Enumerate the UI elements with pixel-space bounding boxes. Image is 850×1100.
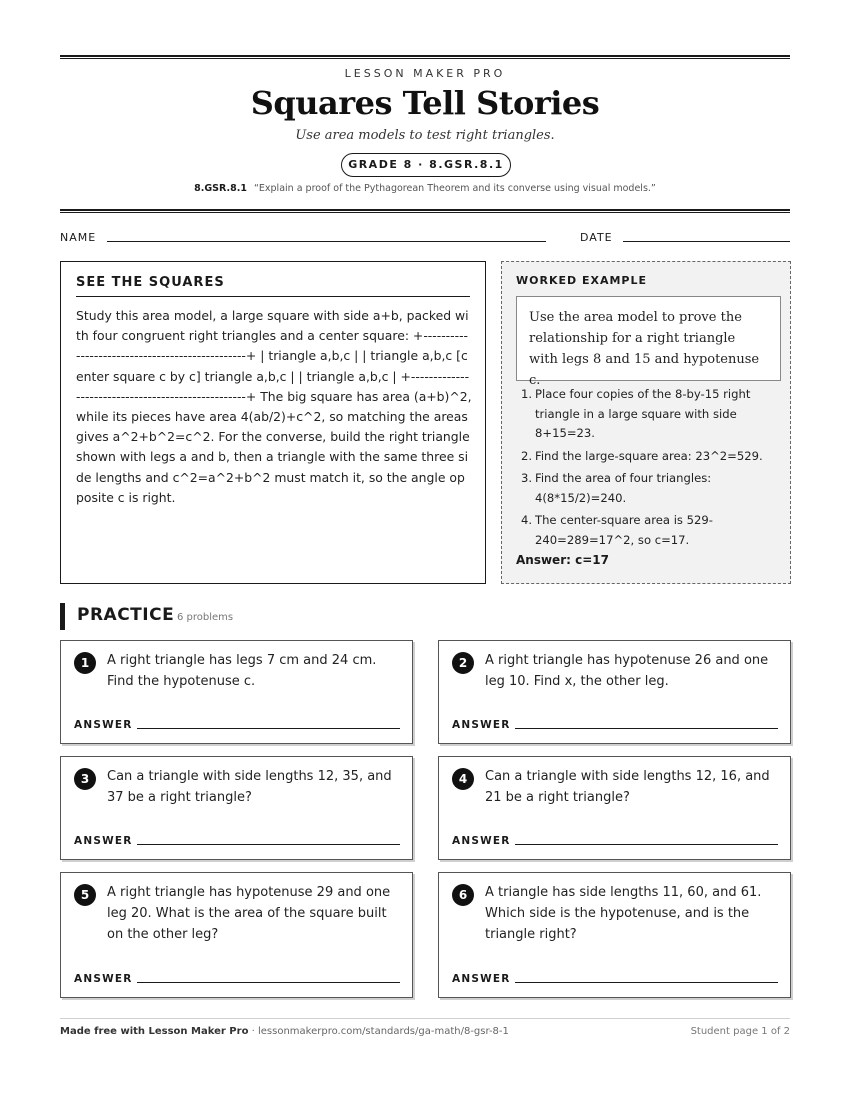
problem-card xyxy=(438,872,791,998)
problem-text: A right triangle has hypotenuse 26 and one leg 10. Find x, the other leg. xyxy=(485,653,769,689)
date-label: DATE xyxy=(580,231,613,244)
answer-field[interactable] xyxy=(137,982,400,983)
worked-example-prompt: Use the area model to prove the relationship for a right triangle with legs 8 and 15 and hypotenuse c. xyxy=(516,296,781,381)
answer-label: ANSWER xyxy=(452,719,511,731)
problem-number-badge: 4 xyxy=(452,768,474,790)
name-label: NAME xyxy=(60,231,97,244)
page-title: Squares Tell Stories xyxy=(250,84,600,122)
problem-number-badge: 6 xyxy=(452,884,474,906)
worked-example-panel xyxy=(501,261,791,584)
date-field[interactable] xyxy=(623,241,790,242)
standard-line xyxy=(60,183,790,194)
standard-code: 8.GSR.8.1 xyxy=(194,183,247,194)
problem-text: Can a triangle with side lengths 12, 35, and 37 be a right triangle? xyxy=(107,769,392,805)
practice-count: 6 problems xyxy=(177,612,234,623)
footer-rule xyxy=(60,1018,790,1019)
see-the-squares-body: Study this area model, a large square with side a+b, packed with four congruent right triangles and a center square: +------------------------------------------------+ | triangle a,b,c | | triangle a,b,c [center square c by c] triangle a,b,c | | triangle a,b,c | +---------------------------------------------------+ The big square has area (a+b)^2, while its pieces have area 4(ab/2)+c^2, so matching the areas gives a^2+b^2=c^2. For the converse, build the right triangle shown with legs a and b, then a triangle with the same three side lengths and c^2=a^2+b^2 must match it, so the angle opposite c is right. xyxy=(76,308,472,505)
problem-text: A triangle has side lengths 11, 60, and 61. Which side is the hypotenuse, and is the triangle right? xyxy=(485,885,762,942)
footer-credit xyxy=(60,1026,509,1037)
see-the-squares-title: SEE THE SQUARES xyxy=(76,275,470,297)
problem-card xyxy=(60,872,413,998)
brand-label: LESSON MAKER PRO xyxy=(344,67,506,80)
name-field[interactable] xyxy=(107,241,546,242)
page-subtitle: Use area models to test right triangles. xyxy=(295,128,555,143)
answer-field[interactable] xyxy=(515,728,778,729)
practice-title: PRACTICE xyxy=(77,605,175,625)
footer-made-with: Made free with Lesson Maker Pro xyxy=(60,1026,249,1037)
problem-text: Can a triangle with side lengths 12, 16, and 21 be a right triangle? xyxy=(485,769,770,805)
footer-url[interactable]: · lessonmakerpro.com/standards/ga-math/8-gsr-8-1 xyxy=(248,1026,509,1037)
answer-label: ANSWER xyxy=(452,973,511,985)
worked-example-title: WORKED EXAMPLE xyxy=(516,274,647,287)
problem-card xyxy=(438,756,791,860)
footer-page-number: Student page 1 of 2 xyxy=(690,1026,790,1037)
problem-number-badge: 2 xyxy=(452,652,474,674)
worked-step: 1. Place four copies of the 8-by-15 right triangle in a large square with side 8+15=23. xyxy=(521,387,751,440)
grade-badge: GRADE 8 · 8.GSR.8.1 xyxy=(341,153,511,177)
worked-step: 2. Find the large-square area: 23^2=529. xyxy=(521,448,763,463)
problem-number-badge: 1 xyxy=(74,652,96,674)
answer-label: ANSWER xyxy=(74,719,133,731)
answer-field[interactable] xyxy=(137,728,400,729)
header-bottom-rule xyxy=(60,209,790,213)
problem-number-badge: 5 xyxy=(74,884,96,906)
answer-field[interactable] xyxy=(515,844,778,845)
header-top-rule xyxy=(60,55,790,59)
answer-label: ANSWER xyxy=(452,835,511,847)
answer-label: ANSWER xyxy=(74,835,133,847)
standard-text: “Explain a proof of the Pythagorean Theorem and its converse using visual models.” xyxy=(253,183,656,194)
worked-step: 4. The center-square area is 529-240=289=17^2, so c=17. xyxy=(521,513,713,547)
problem-card xyxy=(60,640,413,744)
problem-card xyxy=(60,756,413,860)
worked-step: 3. Find the area of four triangles: 4(8*15/2)=240. xyxy=(521,471,712,505)
worked-example-steps xyxy=(516,385,778,553)
see-the-squares-panel xyxy=(60,261,486,584)
practice-accent-bar xyxy=(60,603,65,630)
problem-text: A right triangle has hypotenuse 29 and one leg 20. What is the area of the square built on the other leg? xyxy=(107,885,391,942)
problem-number-badge: 3 xyxy=(74,768,96,790)
answer-label: ANSWER xyxy=(74,973,133,985)
problem-card xyxy=(438,640,791,744)
worksheet-page xyxy=(60,0,790,1100)
answer-field[interactable] xyxy=(515,982,778,983)
worked-example-answer: Answer: c=17 xyxy=(516,553,609,567)
problem-text: A right triangle has legs 7 cm and 24 cm. Find the hypotenuse c. xyxy=(107,653,377,689)
answer-field[interactable] xyxy=(137,844,400,845)
